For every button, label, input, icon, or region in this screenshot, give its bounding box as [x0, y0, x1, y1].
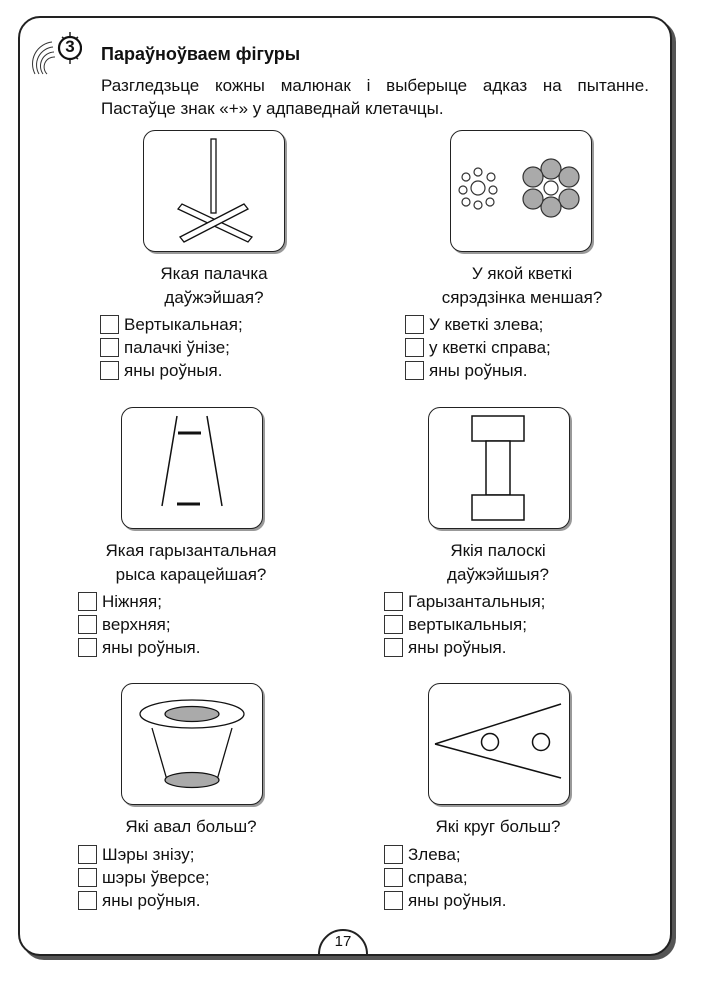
option-row: Вертыкальная;	[100, 313, 243, 336]
task2-picture	[450, 130, 592, 252]
answer-checkbox[interactable]	[384, 845, 403, 864]
option-row: яны роўныя.	[384, 889, 506, 912]
task1-question: Якая палачка даўжэйшая?	[160, 264, 268, 307]
answer-checkbox[interactable]	[405, 361, 424, 380]
answer-checkbox[interactable]	[100, 338, 119, 357]
option-row: верхняя;	[78, 613, 200, 636]
answer-checkbox[interactable]	[384, 868, 403, 887]
answer-checkbox[interactable]	[78, 615, 97, 634]
task3-picture	[121, 407, 263, 529]
option-row: У кветкі злева;	[405, 313, 551, 336]
exercise-number-badge	[32, 28, 82, 78]
option-row: яны роўныя.	[405, 359, 551, 382]
exercise-number: 3	[65, 37, 75, 56]
task6-picture	[428, 683, 570, 805]
task2-question: У якой кветкі сярэдзінка меншая?	[441, 264, 603, 307]
task6-question: Які круг больш?	[435, 817, 561, 836]
option-row: Шэры знізу;	[78, 843, 210, 866]
answer-checkbox[interactable]	[78, 592, 97, 611]
answer-checkbox[interactable]	[384, 592, 403, 611]
option-row: яны роўныя.	[78, 636, 200, 659]
answer-checkbox[interactable]	[384, 891, 403, 910]
answer-checkbox[interactable]	[100, 315, 119, 334]
task1-options	[100, 313, 243, 382]
exercise-instruction: Разгледзьце кожны малюнак і выберыце адказ на пытанне. Пастаўце знак «+» у адпаведнай клетачцы.	[101, 76, 649, 118]
task5-picture	[121, 683, 263, 805]
option-row: шэры ўверсе;	[78, 866, 210, 889]
task5-question: Які авал больш?	[125, 817, 257, 836]
answer-checkbox[interactable]	[100, 361, 119, 380]
page-number: 17	[334, 933, 352, 950]
option-row: у кветкі справа;	[405, 336, 551, 359]
task5-options	[78, 843, 210, 912]
answer-checkbox[interactable]	[78, 638, 97, 657]
answer-checkbox[interactable]	[384, 615, 403, 634]
option-row: яны роўныя.	[100, 359, 243, 382]
answer-checkbox[interactable]	[78, 845, 97, 864]
option-row: вертыкальныя;	[384, 613, 545, 636]
answer-checkbox[interactable]	[78, 891, 97, 910]
task4-question: Якія палоскі даўжэйшыя?	[447, 541, 549, 584]
option-row: Злева;	[384, 843, 506, 866]
option-row: палачкі ўнізе;	[100, 336, 243, 359]
task3-options	[78, 590, 200, 659]
task2-options	[405, 313, 551, 382]
page-number-tab	[318, 924, 368, 954]
option-row: Гарызантальныя;	[384, 590, 545, 613]
option-row: Ніжняя;	[78, 590, 200, 613]
task1-picture	[143, 130, 285, 252]
task4-picture	[428, 407, 570, 529]
answer-checkbox[interactable]	[405, 338, 424, 357]
option-row: справа;	[384, 866, 506, 889]
answer-checkbox[interactable]	[384, 638, 403, 657]
answer-checkbox[interactable]	[405, 315, 424, 334]
exercise-title: Параўноўваем фігуры	[101, 44, 301, 64]
task3-question: Якая гарызантальная рыса карацейшая?	[105, 541, 277, 584]
task4-options	[384, 590, 545, 659]
option-row: яны роўныя.	[78, 889, 210, 912]
option-row: яны роўныя.	[384, 636, 545, 659]
task6-options	[384, 843, 506, 912]
answer-checkbox[interactable]	[78, 868, 97, 887]
